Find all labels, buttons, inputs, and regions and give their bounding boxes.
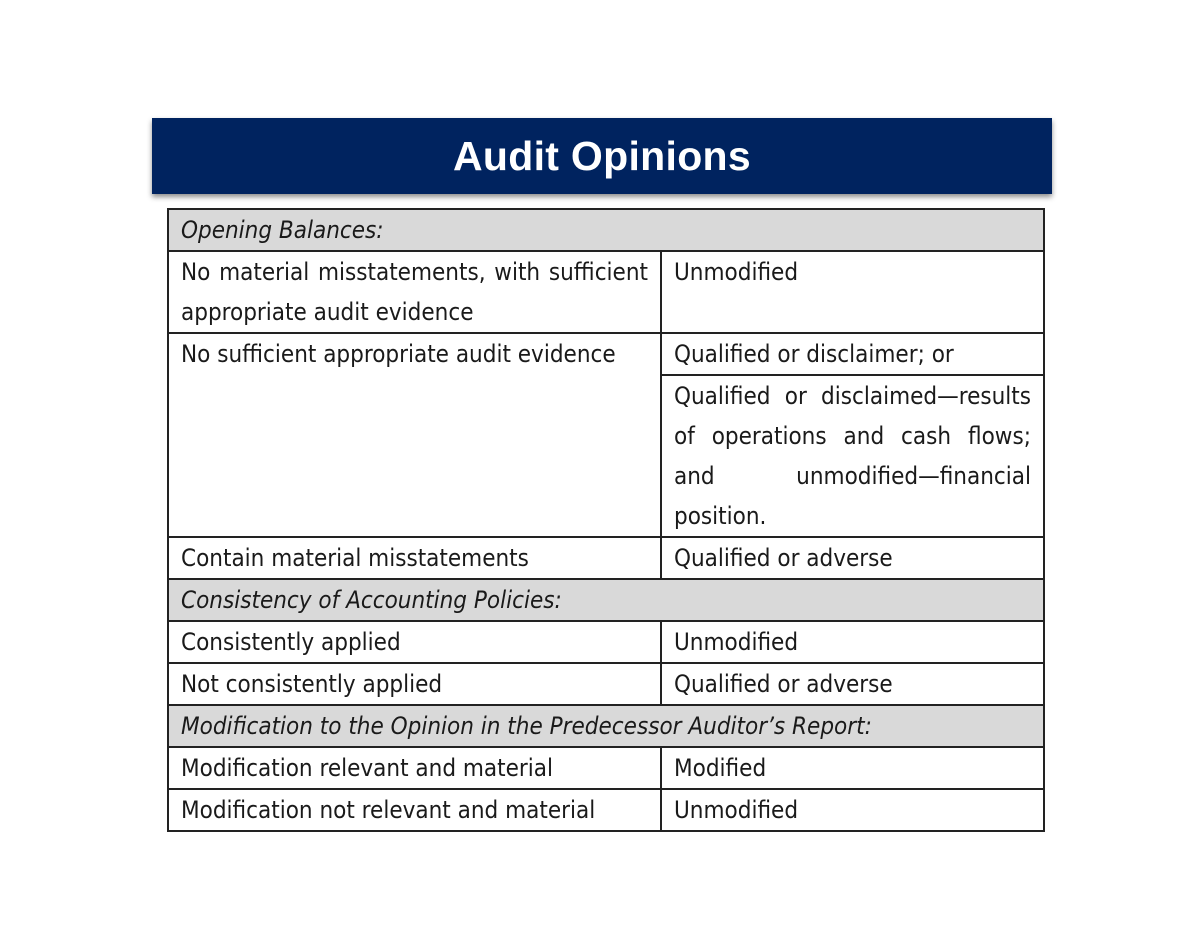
opinion-cell: Modified [661, 747, 1044, 789]
section-header-consistency [168, 579, 1044, 621]
opinion-cell: Unmodified [661, 251, 1044, 333]
section-heading: Opening Balances: [168, 209, 1044, 251]
condition-cell: Contain material misstatements [168, 537, 661, 579]
condition-cell: Consistently applied [168, 621, 661, 663]
section-header-opening-balances [168, 209, 1044, 251]
table-row [168, 663, 1044, 705]
title-banner [152, 118, 1052, 194]
opinion-cell: Qualified or adverse [661, 663, 1044, 705]
condition-cell: Modification relevant and material [168, 747, 661, 789]
table-row [168, 333, 1044, 375]
table-row [168, 621, 1044, 663]
page-title: Audit Opinions [453, 132, 751, 179]
condition-cell: No sufficient appropriate audit evidence [168, 333, 661, 537]
opinion-cell: Qualified or disclaimer; or [661, 333, 1044, 375]
table-row [168, 537, 1044, 579]
section-heading: Consistency of Accounting Policies: [168, 579, 1044, 621]
opinion-cell-alternate: Qualified or disclaimed—results of operations and cash flows; and unmodified—financial position. [661, 375, 1044, 537]
opinion-cell: Qualified or adverse [661, 537, 1044, 579]
table-row [168, 789, 1044, 831]
opinion-cell: Unmodified [661, 621, 1044, 663]
audit-opinions-table [167, 208, 1045, 832]
table-row [168, 251, 1044, 333]
condition-cell: Modification not relevant and material [168, 789, 661, 831]
opinion-cell: Unmodified [661, 789, 1044, 831]
table-row [168, 747, 1044, 789]
section-heading: Modification to the Opinion in the Predecessor Auditor’s Report: [168, 705, 1044, 747]
section-header-predecessor-auditor [168, 705, 1044, 747]
condition-cell: Not consistently applied [168, 663, 661, 705]
condition-cell: No material misstatements, with sufficient appropriate audit evidence [168, 251, 661, 333]
